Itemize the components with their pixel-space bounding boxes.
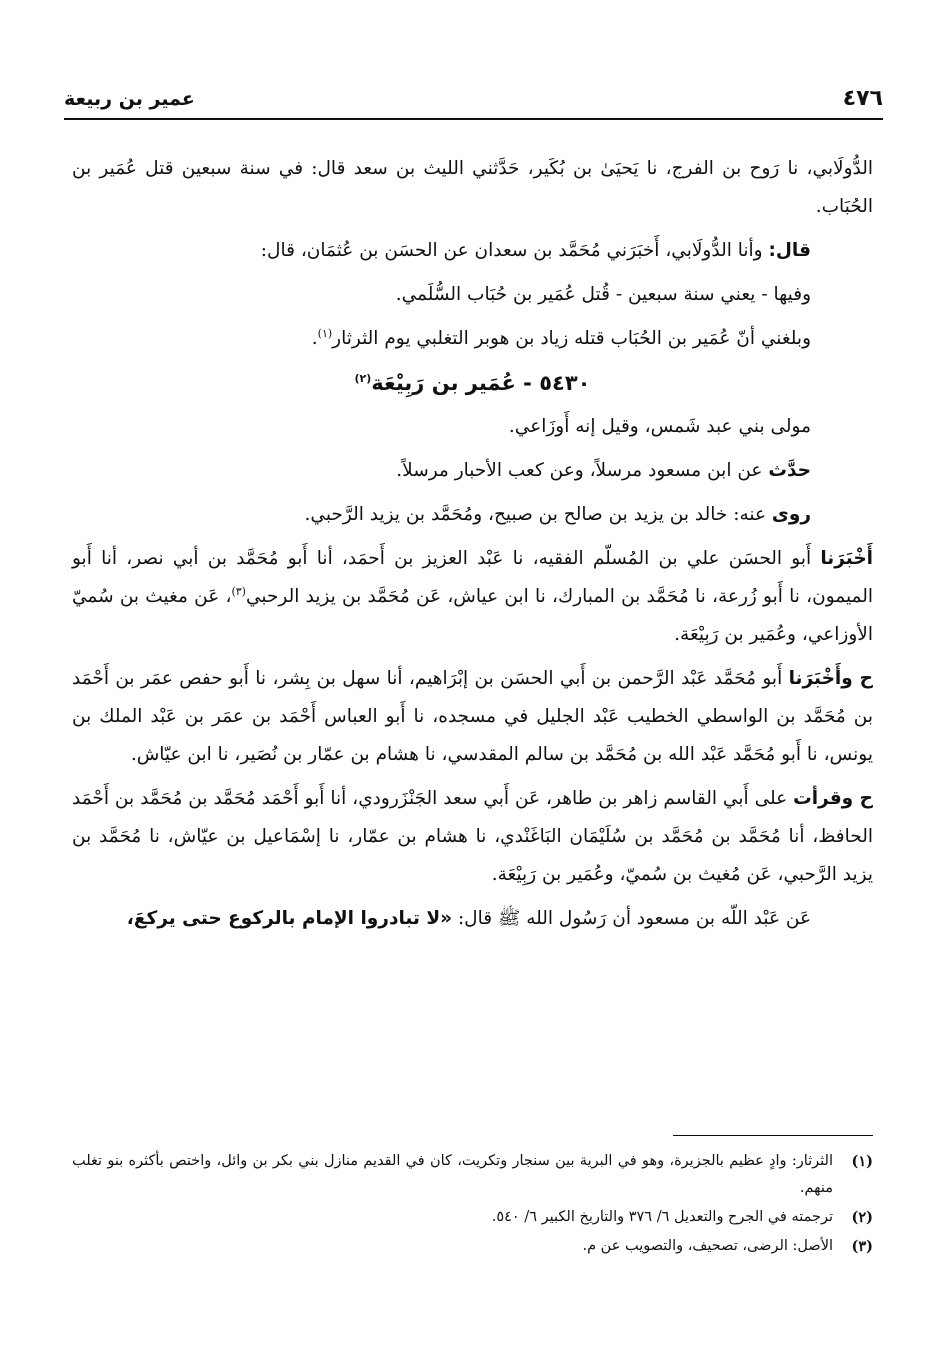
footnote bbox=[72, 1233, 873, 1260]
paragraph-text: الدُّولَابي، نا رَوح بن الفرج، نا يَحيَىٰ بن بُكَير، حَدَّثني الليث بن سعد قال: في سنة سبعين قتل عُمَير بن الحُبَاب. bbox=[72, 158, 873, 217]
paragraph bbox=[72, 900, 873, 938]
paragraph-text: أَبو الحسَن علي بن المُسلّم الفقيه، نا عَبْد العزيز بن أَحمَد، أنا أَبو مُحَمَّد بن أبي نصر، أنا أَبو الميمون، نا أَبو زُرعة، نا مُحَمَّد بن المبارك، نا ابن عياش، عَن مُحَمَّد بن يزيد الرحبي bbox=[72, 548, 873, 607]
footnote-marker: (٣) bbox=[231, 584, 246, 598]
paragraph-end: ، عَن مغيث بن سُميّ الأوزاعي، وعُمَير بن رَبِيْعَة. bbox=[72, 586, 873, 645]
paragraph-lead: ح وأَخْبَرَنا bbox=[788, 668, 873, 689]
paragraph-text: وفيها - يعني سنة سبعين - قُتل عُمَير بن حُبَاب السُّلَمي. bbox=[395, 284, 811, 305]
footnote-marker: (٢) bbox=[354, 372, 372, 385]
paragraph-text: مولى بني عبد شَمس، وقيل إنه أَوزَاعي. bbox=[508, 416, 811, 437]
paragraph bbox=[72, 276, 873, 314]
paragraph bbox=[72, 408, 873, 446]
footnote bbox=[72, 1148, 873, 1202]
page-number: ٤٧٦ bbox=[842, 86, 883, 111]
paragraph-lead: حدَّث bbox=[768, 460, 811, 481]
paragraph-lead: أَخْبَرَنا bbox=[820, 548, 873, 569]
paragraph-text: وأنا الدُّولَابي، أَخبَرَني مُحَمَّد بن سعدان عن الحسَن بن عُثمَان، قال: bbox=[260, 240, 763, 261]
paragraph-text: عَن عَبْد اللّه بن مسعود أن رَسُول الله ﷺ قال: bbox=[457, 908, 811, 929]
paragraph-lead: ح وقرأت bbox=[793, 788, 874, 809]
paragraph bbox=[72, 496, 873, 534]
paragraph bbox=[72, 320, 873, 358]
paragraph-end: . bbox=[311, 328, 318, 349]
paragraph-text: وبلغني أنّ عُمَير بن الحُبَاب قتله زياد بن هوبر التغلبي يوم الثرثار bbox=[332, 328, 811, 349]
paragraph bbox=[72, 452, 873, 490]
footnote-marker: (١) bbox=[317, 326, 333, 340]
paragraph-text: أَبو مُحَمَّد عَبْد الرَّحمن بن أَبي الحسَن بن إبْرَاهيم، أنا سهل بن بِشر، نا أَبو حفص عمَر بن أَحْمَد بن مُحَمَّد بن الواسطي الخطيب عَبْد الجليل في مسجده، نا أَبو العباس أَحْمَد بن عمَر بن عَبْد الملك بن يونس، نا أَبو مُحَمَّد عَبْد الله بن مُحَمَّد بن سالم المقدسي، نا هشام بن عمّار بن نُصَير، نا ابن عيّاش. bbox=[72, 668, 873, 765]
entry-heading-text: ٥٤٣٠ - عُمَير بن رَبِيْعَة bbox=[371, 371, 591, 395]
footnote-number: (١) bbox=[851, 1153, 873, 1170]
paragraph-text: عنه: خالد بن يزيد بن صالح بن صبيح، ومُحَمَّد بن يزيد الرَّحبي. bbox=[304, 504, 766, 525]
footnote-text: الثرثار: وادٍ عظيم بالجزيرة، وهو في البرية بين سنجار وتكريت، كان في القديم منازل بني بكر بن وائل، واختص بأكثره بنو تغلب منهم. bbox=[72, 1153, 833, 1196]
footnote-number: (٣) bbox=[851, 1238, 873, 1255]
hadith-quote: «لا تبادروا الإمام بالركوع حتى يركعَ، bbox=[126, 908, 453, 929]
paragraph bbox=[72, 232, 873, 270]
page-header bbox=[64, 84, 883, 120]
paragraph-lead: روى bbox=[771, 504, 811, 525]
entry-heading bbox=[72, 364, 873, 402]
main-text bbox=[72, 150, 873, 944]
paragraph bbox=[72, 540, 873, 654]
footnote-text: ترجمته في الجرح والتعديل ٦/ ٣٧٦ والتاريخ الكبير ٦/ ٥٤٠. bbox=[491, 1209, 833, 1225]
footnotes bbox=[72, 1148, 873, 1262]
footnote bbox=[72, 1204, 873, 1231]
paragraph bbox=[72, 780, 873, 894]
footnote-text: الأصل: الرضى، تصحيف، والتصويب عن م. bbox=[582, 1238, 833, 1254]
running-title: عمير بن ربيعة bbox=[64, 88, 195, 110]
paragraph-text: عن ابن مسعود مرسلاً، وعن كعب الأحبار مرسلاً. bbox=[396, 460, 763, 481]
paragraph bbox=[72, 150, 873, 226]
paragraph-lead: قال: bbox=[768, 240, 811, 261]
paragraph bbox=[72, 660, 873, 774]
paragraph-text: على أَبي القاسم زاهر بن طاهر، عَن أَبي سعد الجَنْزَرودي، أنا أَبو أَحْمَد مُحَمَّد بن مُحَمَّد بن أَحْمَد الحافظ، أنا مُحَمَّد بن مُحَمَّد بن سُلَيْمَان البَاغَنْدي، نا هشام بن عمّار، نا إسْمَاعيل بن عيّاش، نا مُحَمَّد بن يزيد الرَّحبي، عَن مُغيث بن سُميّ، وعُمَير بن رَبِيْعَة. bbox=[72, 788, 873, 885]
footnote-divider bbox=[673, 1135, 873, 1136]
footnote-number: (٢) bbox=[851, 1209, 873, 1226]
